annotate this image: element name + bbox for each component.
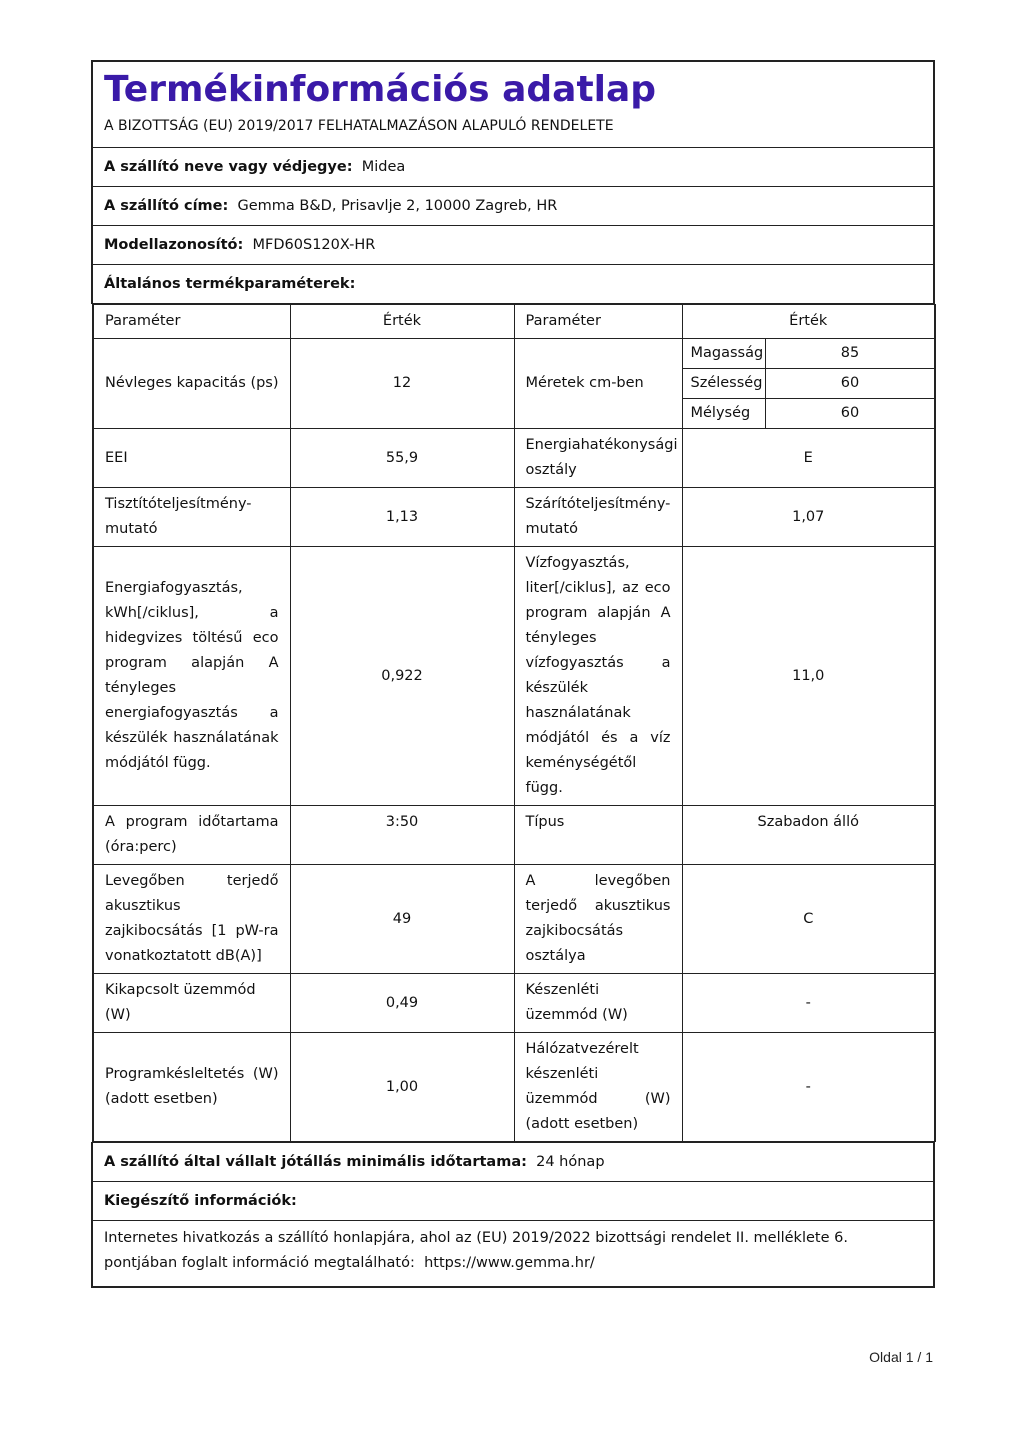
width-label: Szélesség xyxy=(683,369,766,399)
type-label: Típus xyxy=(514,806,682,865)
water-consumption-value: 11,0 xyxy=(682,547,935,806)
product-info-sheet xyxy=(91,60,933,1288)
standby-value: - xyxy=(682,974,935,1033)
dimensions-label: Méretek cm-ben xyxy=(514,339,682,429)
supplier-name-value: Midea xyxy=(361,158,406,175)
noise-class-value: C xyxy=(682,865,935,974)
col-header-param: Paraméter xyxy=(93,305,290,339)
energy-consumption-label: Energiafogyasztás, kWh[/ciklus], a hidegvizes töltésű eco program alapján A tényleges energiafogyasztás a készülék használatának módjától függ. xyxy=(93,547,290,806)
dimensions-table xyxy=(683,339,935,428)
dimensions-cell xyxy=(682,339,935,429)
warranty-label: A szállító által vállalt jótállás minimális időtartama: xyxy=(104,1153,527,1170)
drying-label: Szárítóteljesítmény-mutató xyxy=(514,488,682,547)
table-row xyxy=(93,429,935,488)
capacity-value: 12 xyxy=(290,339,514,429)
height-value: 85 xyxy=(766,339,935,369)
additional-info-row xyxy=(92,1221,934,1288)
model-value: MFD60S120X-HR xyxy=(252,236,376,253)
params-table xyxy=(92,304,936,1142)
warranty-value: 24 hónap xyxy=(536,1153,605,1170)
off-mode-label: Kikapcsolt üzemmód (W) xyxy=(93,974,290,1033)
table-row xyxy=(93,1033,935,1142)
height-label: Magasság xyxy=(683,339,766,369)
sheet-table xyxy=(91,60,935,1288)
cleaning-label: Tisztítóteljesítmény-mutató xyxy=(93,488,290,547)
table-row xyxy=(93,865,935,974)
depth-label: Mélység xyxy=(683,399,766,429)
standby-label: Készenléti üzemmód (W) xyxy=(514,974,682,1033)
warranty-row xyxy=(92,1143,934,1182)
capacity-label: Névleges kapacitás (ps) xyxy=(93,339,290,429)
additional-info-link[interactable]: https://www.gemma.hr/ xyxy=(424,1255,595,1271)
type-value: Szabadon álló xyxy=(682,806,935,865)
duration-label: A program időtartama (óra:perc) xyxy=(93,806,290,865)
eei-label: EEI xyxy=(93,429,290,488)
supplier-name-row xyxy=(92,148,934,187)
network-standby-label: Hálózatvezérelt készenléti üzemmód (W) (adott esetben) xyxy=(514,1033,682,1142)
duration-value: 3:50 xyxy=(290,806,514,865)
header-cell xyxy=(92,61,934,148)
table-header-row xyxy=(93,305,935,339)
table-row xyxy=(93,339,935,429)
eei-value: 55,9 xyxy=(290,429,514,488)
delay-value: 1,00 xyxy=(290,1033,514,1142)
supplier-address-label: A szállító címe: xyxy=(104,197,229,214)
drying-value: 1,07 xyxy=(682,488,935,547)
delay-label: Programkésleltetés (W) (adott esetben) xyxy=(93,1033,290,1142)
energy-class-value: E xyxy=(682,429,935,488)
network-standby-value: - xyxy=(682,1033,935,1142)
supplier-address-row xyxy=(92,187,934,226)
noise-value: 49 xyxy=(290,865,514,974)
table-row xyxy=(93,974,935,1033)
model-row xyxy=(92,226,934,265)
page-subtitle: A BIZOTTSÁG (EU) 2019/2017 FELHATALMAZÁSON ALAPULÓ RENDELETE xyxy=(104,118,614,134)
depth-value: 60 xyxy=(840,405,860,421)
off-mode-value: 0,49 xyxy=(290,974,514,1033)
page-number: Oldal 1 / 1 xyxy=(869,1349,933,1365)
noise-label: Levegőben terjedő akusztikus zajkibocsátás [1 pW-ra vonatkoztatott dB(A)] xyxy=(93,865,290,974)
general-params-heading: Általános termékparaméterek: xyxy=(92,265,934,304)
table-row xyxy=(93,547,935,806)
model-label: Modellazonosító: xyxy=(104,236,244,253)
table-row xyxy=(93,488,935,547)
energy-consumption-value: 0,922 xyxy=(290,547,514,806)
supplier-name-label: A szállító neve vagy védjegye: xyxy=(104,158,353,175)
additional-info-text: Internetes hivatkozás a szállító honlapjára, ahol az (EU) 2019/2022 bizottsági rendelet II. melléklete 6. pontjában foglalt információ megtalálható: xyxy=(104,1230,848,1271)
supplier-address-value: Gemma B&D, Prisavlje 2, 10000 Zagreb, HR xyxy=(237,197,558,214)
energy-class-label: Energiahatékonysági osztály xyxy=(514,429,682,488)
width-value: 60 xyxy=(766,369,935,399)
additional-info-heading: Kiegészítő információk: xyxy=(92,1182,934,1221)
params-container xyxy=(92,304,934,1143)
col-header-param2: Paraméter xyxy=(514,305,682,339)
noise-class-label: A levegőben terjedő akusztikus zajkibocsátás osztálya xyxy=(514,865,682,974)
water-consumption-label: Vízfogyasztás, liter[/ciklus], az eco program alapján A tényleges vízfogyasztás a készülék használatának módjától és a víz keménységétől függ. xyxy=(514,547,682,806)
cleaning-value: 1,13 xyxy=(290,488,514,547)
col-header-value: Érték xyxy=(290,305,514,339)
table-row xyxy=(93,806,935,865)
page-title: Termékinformációs adatlap xyxy=(104,69,657,110)
col-header-value2: Érték xyxy=(682,305,935,339)
